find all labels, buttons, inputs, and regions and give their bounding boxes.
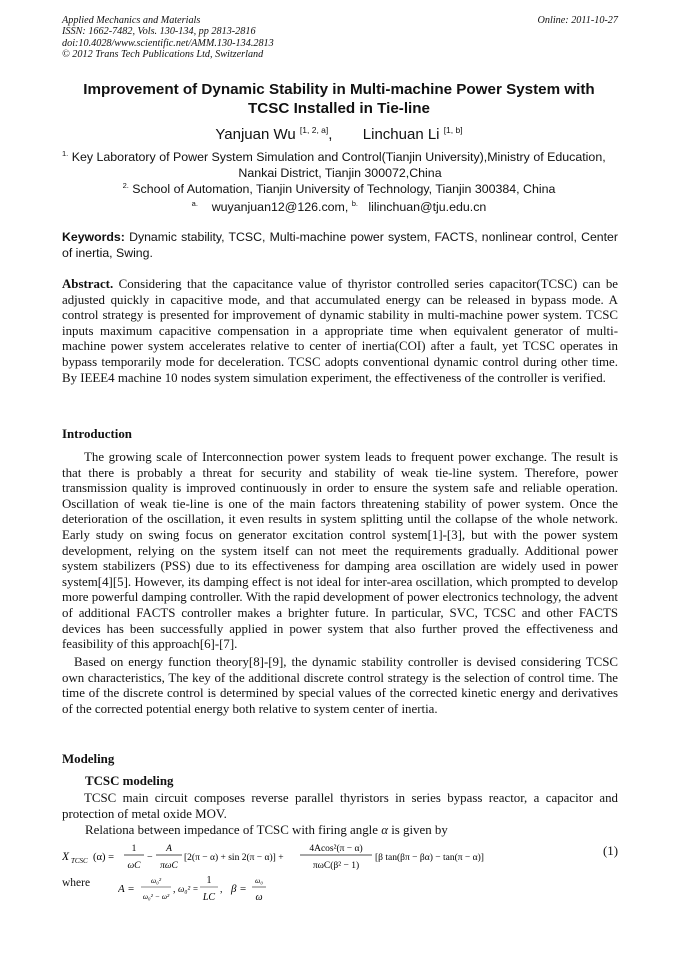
alpha-symbol: α: [381, 823, 388, 837]
eq-frac-den: ωC: [127, 861, 141, 871]
title-line-1: Improvement of Dynamic Stability in Multi-machine Power System with: [83, 81, 595, 98]
affiliation-text: School of Automation, Tianjin University of Technology, Tianjin 300384, China: [132, 182, 556, 196]
paper-title: [40, 80, 638, 118]
doi-line: doi:10.4028/www.scientific.net/AMM.130-134.2813: [62, 37, 274, 49]
relation-text: is given by: [391, 823, 448, 837]
eq-frac-den: πωC: [160, 861, 178, 871]
affiliation-2: [0, 178, 678, 198]
email-link[interactable]: lilinchuan@tju.edu.cn: [368, 200, 487, 214]
affiliation-text: Key Laboratory of Power System Simulation and Control(Tianjin University),Ministry of Education,: [71, 150, 606, 164]
email-mark: a.: [191, 199, 198, 208]
introduction-paragraph-2: Based on energy function theory[8]-[9], the dynamic stability controller is devised considering TCSC own characteristics, The key of the additional discrete control strategy is the selection of control time. The time of the discrete control is determined by special values of the corrected kinetic energy and derivatives of the corrected potential energy both relative to system center of inertia.: [62, 655, 618, 716]
eq-comma: ,: [220, 884, 223, 895]
eq-b-lhs: β =: [231, 883, 247, 895]
email-link[interactable]: wuyanjuan12@126.com,: [211, 200, 349, 214]
author-emails: [0, 196, 678, 216]
affiliation-text: Nankai District, Tianjin 300072,China: [238, 165, 442, 180]
eq-frac-den: LC: [202, 892, 216, 903]
eq-lhs: X: [62, 851, 70, 863]
keywords-text: Dynamic stability, TCSC, Multi-machine power system, FACTS, nonlinear control, Center of inertia, Swing.: [62, 230, 618, 260]
author-separator: ,: [328, 126, 333, 143]
abstract: [62, 277, 618, 386]
subsection-heading-tcsc: TCSC modeling: [85, 774, 174, 788]
keywords: [62, 230, 618, 261]
keywords-label: Keywords:: [62, 230, 125, 244]
affiliation-mark: 2.: [122, 181, 129, 190]
section-heading-modeling: Modeling: [62, 752, 115, 766]
equation-1-math: [62, 840, 582, 874]
introduction-paragraph-1: The growing scale of Interconnection power system leads to frequent power exchange. The result is that there is probably a threat for security and stability of weak tie-line system. Therefore, power transmission quality is improved continuously in order to ensure the system safe and reliable operation. Oscillation of weak tie-line is one of the main factors threatening stability of power system. Once the deterioration of the oscillation, it even results in system splitting until the collapse of the whole network. Early study on swing focus on generator excitation control system[1]-[3], but with the power system development, relying on the system itself can not meet the requirements gradually. Additional power system stabilizers (PSS) due to its effectiveness for damping area oscillation are widely used in power system[4][5]. However, its damping effect is not ideal for inter-area oscillation, which prompted to develop more powerful damping controller. With the rapid development of power electronics technology, the advent of additional FACTS controller makes a brighter future. In particular, SVC, TCSC and other FACTS devices has been successfully applied in power system that also further proved the effectiveness and feasibility of this approach[6]-[7].: [62, 450, 618, 652]
eq-a-lhs: A =: [118, 883, 135, 895]
journal-name: Applied Mechanics and Materials: [62, 15, 201, 26]
abstract-text: Considering that the capacitance value of thyristor controlled series capacitor(TCSC) can be adjusted quickly in capacitive mode, and that accumulated energy can be released in bypass mode. A control strategy is presented for improvement of dynamic stability in multi-machine power system. TCSC inputs maximum capacitive compensation in a appropriate time when equivalent generator of multi-machine power system accelerates relative to center of inertia(COI) after a fault, yet TCSC operates in bypass temporarily mode for deceleration. TCSC adopts conventional dynamic control during other time. By IEEE4 machine 10 nodes system simulation experiment, the effectiveness of the controller is verified.: [62, 277, 618, 385]
eq-frac-num: 1: [206, 875, 212, 886]
author-name: Yanjuan Wu: [215, 126, 296, 143]
equation-2: [118, 872, 298, 906]
online-date: Online: 2011-10-27: [537, 15, 618, 26]
eq-frac-num: 1: [131, 844, 137, 854]
eq-frac-num: ω₀²: [150, 876, 162, 885]
where-label: where: [62, 877, 91, 889]
eq-term-3: [β tan(βπ − βα) − tan(π − α)]: [375, 853, 484, 863]
eq-comma: ,: [173, 884, 176, 895]
eq-frac-den: ω: [255, 892, 263, 903]
eq-lhs-sub: TCSC: [71, 857, 88, 865]
equation-1: [62, 840, 618, 874]
relation-sentence: [85, 823, 448, 838]
eq-lhs-arg: (α) =: [93, 852, 115, 863]
eq-minus: −: [147, 852, 153, 863]
author-name: Linchuan Li: [362, 126, 440, 143]
author-list: [0, 121, 678, 144]
email-mark: b.: [351, 199, 359, 208]
tcsc-paragraph: TCSC main circuit composes reverse parallel thyristors in series bypass reactor, a capacitor and protection of metal oxide MOV.: [62, 791, 618, 821]
eq-frac-num: 4Acos²(π − α): [309, 844, 363, 854]
affiliation-mark: 1.: [62, 149, 69, 158]
abstract-label: Abstract.: [62, 277, 114, 291]
eq-frac-den: πωC(β² − 1): [312, 861, 360, 871]
issn-line: ISSN: 1662-7482, Vols. 130-134, pp 2813-2816: [62, 26, 256, 38]
relation-text: Relationa between impedance of TCSC with firing angle: [85, 823, 378, 837]
affiliation-1: [62, 146, 618, 182]
equation-2-math: [118, 872, 298, 906]
eq-frac-num: ω₀: [255, 876, 263, 885]
author-affiliation-mark: [1, b]: [443, 125, 463, 135]
journal-header: [62, 15, 618, 61]
eq-frac-num: A: [166, 844, 172, 854]
eq-frac-den: ω₀² − ω²: [142, 892, 170, 901]
copyright-line: © 2012 Trans Tech Publications Ltd, Switzerland: [62, 49, 264, 61]
eq-w-lhs: ω₀² =: [178, 884, 199, 894]
section-heading-introduction: Introduction: [62, 427, 132, 441]
author-affiliation-mark: [1, 2, a]: [299, 125, 329, 135]
equation-number: (1): [602, 844, 618, 858]
eq-term-2: [2(π − α) + sin 2(π − α)] +: [184, 853, 284, 863]
title-line-2: TCSC Installed in Tie-line: [248, 100, 430, 117]
